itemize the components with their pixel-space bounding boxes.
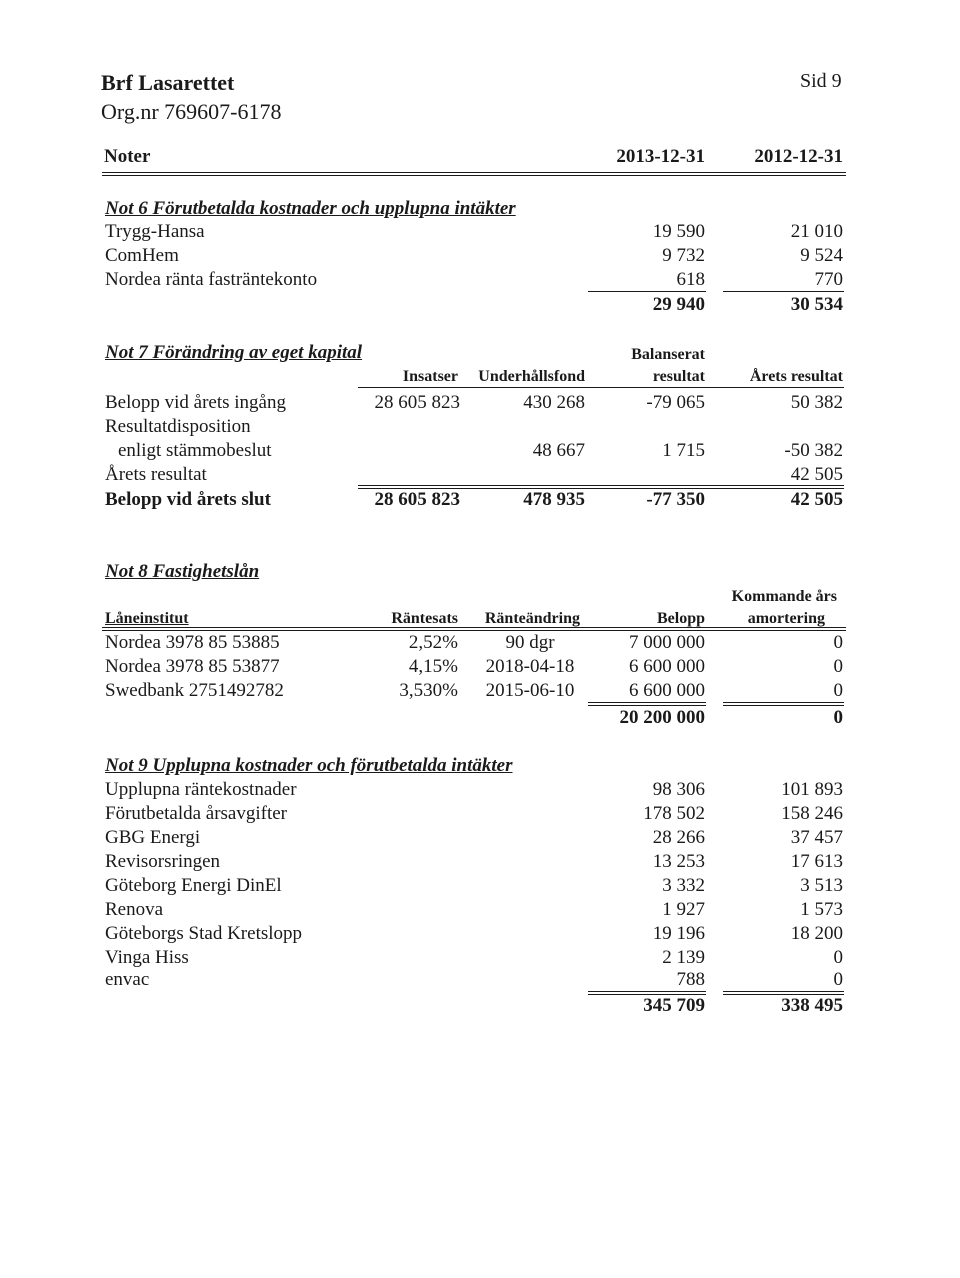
note7-closing-arets: 42 505 [790, 489, 843, 510]
note9-v1-8: 788 [676, 969, 705, 990]
note6-label-1: ComHem [105, 245, 179, 266]
note9-label-0: Upplupna räntekostnader [105, 779, 297, 800]
note9-sum-rule-2 [723, 991, 844, 992]
note8-header-rule [102, 627, 846, 631]
note8-total-amount: 20 200 000 [619, 707, 705, 728]
note8-lender-2: Swedbank 2751492782 [105, 680, 284, 701]
note9-v1-2: 28 266 [652, 827, 705, 848]
note6-total-v2: 30 534 [790, 294, 843, 315]
note8-header-rate-change: Ränteändring [484, 610, 580, 627]
note8-rate-1: 4,15% [408, 656, 458, 677]
note8-change-2: 2015-06-10 [485, 680, 575, 701]
note6-v2-2: 770 [814, 269, 843, 290]
note7-header-insatser: Insatser [402, 368, 458, 385]
note6-total-v1: 29 940 [652, 294, 705, 315]
note7-year-result-label: Årets resultat [105, 464, 207, 485]
note6-v2-0: 21 010 [790, 221, 843, 242]
note9-v2-4: 3 513 [800, 875, 843, 896]
note9-total-v2: 338 495 [781, 995, 843, 1016]
note7-disposition-arets: -50 382 [784, 440, 843, 461]
note9-v1-1: 178 502 [643, 803, 705, 824]
note7-disposition-label: Resultatdisposition [105, 416, 251, 437]
note6-title: Not 6 Förutbetalda kostnader och upplupna intäkter [105, 198, 516, 219]
note7-opening-balanserat: -79 065 [646, 392, 705, 413]
header-rule [102, 172, 846, 176]
note7-closing-underhall: 478 935 [523, 489, 585, 510]
note7-header-rule [358, 387, 844, 388]
note6-sum-rule-1 [588, 291, 706, 292]
org-number: Org.nr 769607-6178 [101, 99, 282, 124]
note7-header-balanserat-top: Balanserat [631, 346, 705, 363]
note7-opening-underhall: 430 268 [523, 392, 585, 413]
note6-v1-0: 19 590 [652, 221, 705, 242]
note9-v2-3: 17 613 [790, 851, 843, 872]
note9-total-v1: 345 709 [643, 995, 705, 1016]
note9-v1-3: 13 253 [652, 851, 705, 872]
note6-v2-1: 9 524 [800, 245, 843, 266]
note7-closing-balanserat: -77 350 [646, 489, 705, 510]
note7-header-balanserat-bottom: resultat [652, 368, 705, 385]
note6-label-2: Nordea ränta fasträntekonto [105, 269, 318, 290]
note8-sum-rule-3 [588, 705, 706, 706]
note6-v1-1: 9 732 [662, 245, 705, 266]
note8-amort-1: 0 [833, 656, 843, 677]
note9-v2-6: 18 200 [790, 923, 843, 944]
note7-disposition-balanserat: 1 715 [662, 440, 705, 461]
note9-v2-8: 0 [833, 969, 843, 990]
note9-sum-rule-1 [588, 991, 706, 992]
note9-v2-2: 37 457 [790, 827, 843, 848]
note8-change-0: 90 dgr [505, 632, 555, 653]
note8-sum-rule-2 [723, 702, 844, 703]
note8-sum-rule-4 [723, 705, 844, 706]
note7-disposition-sublabel: enligt stämmobeslut [118, 440, 272, 461]
note8-sum-rule-1 [588, 702, 706, 703]
note7-closing-insatser: 28 605 823 [374, 489, 460, 510]
note9-v1-7: 2 139 [662, 947, 705, 968]
note8-amount-0: 7 000 000 [629, 632, 705, 653]
note8-total-amort: 0 [833, 707, 843, 728]
note7-title: Not 7 Förändring av eget kapital [105, 342, 363, 363]
note8-rate-2: 3,530% [399, 680, 458, 701]
note8-amort-0: 0 [833, 632, 843, 653]
note7-opening-label: Belopp vid årets ingång [105, 392, 286, 413]
note7-disposition-underhall: 48 667 [532, 440, 585, 461]
note8-title: Not 8 Fastighetslån [105, 561, 260, 582]
note7-opening-arets: 50 382 [790, 392, 843, 413]
note9-v2-0: 101 893 [781, 779, 843, 800]
note9-v2-5: 1 573 [800, 899, 843, 920]
note8-header-amount: Belopp [656, 610, 705, 627]
note7-opening-insatser: 28 605 823 [374, 392, 460, 413]
note9-label-1: Förutbetalda årsavgifter [105, 803, 288, 824]
note9-title: Not 9 Upplupna kostnader och förutbetalda intäkter [105, 755, 513, 776]
note9-label-2: GBG Energi [105, 827, 201, 848]
note9-label-5: Renova [105, 899, 164, 920]
note6-sum-rule-2 [723, 291, 844, 292]
note8-change-1: 2018-04-18 [485, 656, 575, 677]
note8-rate-0: 2,52% [408, 632, 458, 653]
note8-header-amort-top: Kommande års [731, 588, 837, 605]
note9-v1-4: 3 332 [662, 875, 705, 896]
page-number: Sid 9 [800, 70, 842, 92]
note8-header-lender: Låneinstitut [105, 610, 189, 627]
note7-header-underhall: Underhållsfond [478, 368, 585, 385]
note8-header-rate: Räntesats [391, 610, 458, 627]
column-year-2012: 2012-12-31 [754, 146, 843, 167]
note9-v2-7: 0 [833, 947, 843, 968]
column-year-2013: 2013-12-31 [616, 146, 705, 167]
note9-v1-5: 1 927 [662, 899, 705, 920]
notes-heading: Noter [104, 146, 151, 167]
company-name: Brf Lasarettet [101, 70, 235, 95]
note6-label-0: Trygg-Hansa [105, 221, 205, 242]
note9-v1-6: 19 196 [652, 923, 705, 944]
note8-amount-1: 6 600 000 [629, 656, 705, 677]
note7-closing-label: Belopp vid årets slut [105, 489, 271, 510]
note8-lender-0: Nordea 3978 85 53885 [105, 632, 280, 653]
note9-label-3: Revisorsringen [105, 851, 221, 872]
note6-v1-2: 618 [676, 269, 705, 290]
note7-year-result-arets: 42 505 [790, 464, 843, 485]
note9-v2-1: 158 246 [781, 803, 843, 824]
note9-label-7: Vinga Hiss [105, 947, 189, 968]
note8-amort-2: 0 [833, 680, 843, 701]
note8-lender-1: Nordea 3978 85 53877 [105, 656, 280, 677]
note9-label-4: Göteborg Energi DinEl [105, 875, 282, 896]
note8-header-amort-bottom: amortering [747, 610, 825, 627]
note9-label-6: Göteborgs Stad Kretslopp [105, 923, 303, 944]
note7-header-arets: Årets resultat [749, 368, 843, 385]
note9-v1-0: 98 306 [652, 779, 705, 800]
note9-label-8: envac [105, 969, 150, 990]
note8-amount-2: 6 600 000 [629, 680, 705, 701]
